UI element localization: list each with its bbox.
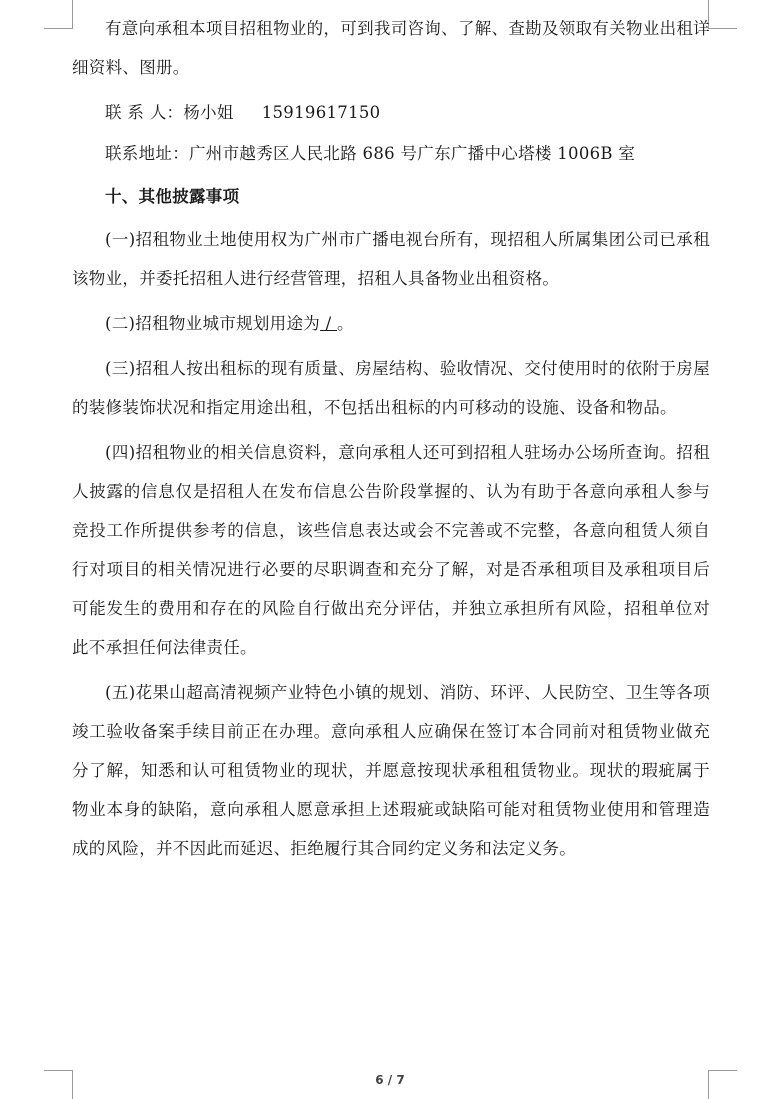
contact-address-line xyxy=(72,134,710,173)
contact-person-name: 杨小姐 xyxy=(183,103,234,122)
paragraph-5: (五)花果山超高清视频产业特色小镇的规划、消防、环评、人民防空、卫生等各项竣工验收备案手续目前正在办理。意向承租人应确保在签订本合同前对租赁物业做充分了解，知悉和认可租赁物业的现状，并愿意按现状承租租赁物业。现状的瑕疵属于物业本身的缺陷，意向承租人愿意承担上述瑕疵或缺陷可能对租赁物业使用和管理造成的风险，并不因此而延迟、拒绝履行其合同约定义务和法定义务。 xyxy=(72,683,710,858)
document-body xyxy=(72,9,710,874)
page-corner-mark-top-left xyxy=(44,0,73,29)
contact-address-label: 联系地址： xyxy=(105,144,189,163)
contact-person-label: 联 系 人： xyxy=(105,103,184,122)
paragraph-2-prefix: (二)招租物业城市规划用途为 xyxy=(105,314,321,333)
intro-paragraph: 有意向承租本项目招租物业的，可到我司咨询、了解、查勘及领取有关物业出租详细资料、图册。 xyxy=(72,19,710,77)
paragraph-2 xyxy=(72,304,710,343)
paragraph-3: (三)招租人按出租标的现有质量、房屋结构、验收情况、交付使用时的依附于房屋的装修装饰状况和指定用途出租，不包括出租标的内可移动的设施、设备和物品。 xyxy=(72,359,710,417)
page-number: 6 / 7 xyxy=(375,1073,405,1087)
contact-address: 广州市越秀区人民北路 686 号广东广播中心塔楼 1006B 室 xyxy=(189,144,636,163)
contact-phone: 15919617150 xyxy=(261,103,381,122)
contact-person-line xyxy=(72,93,710,132)
section-heading: 十、其他披露事项 xyxy=(105,187,240,206)
paragraph-4: (四)招租物业的相关信息资料，意向承租人还可到招租人驻场办公场所查询。招租人披露的信息仅是招租人在发布信息公告阶段掌握的、认为有助于各意向承租人参与竞投工作所提供参考的信息，该些信息表达或会不完善或不完整，各意向租赁人须自行对项目的相关情况进行必要的尽职调查和充分了解，对是否承租项目及承租项目后可能发生的费用和存在的风险自行做出充分评估，并独立承担所有风险，招租单位对此不承担任何法律责任。 xyxy=(72,443,710,657)
planned-use-value: / xyxy=(320,314,338,333)
paragraph-2-suffix: 。 xyxy=(337,314,354,333)
page-corner-mark-top-right xyxy=(708,0,737,29)
paragraph-1: (一)招租物业土地使用权为广州市广播电视台所有，现招租人所属集团公司已承租该物业，并委托招租人进行经营管理，招租人具备物业出租资格。 xyxy=(72,230,710,288)
